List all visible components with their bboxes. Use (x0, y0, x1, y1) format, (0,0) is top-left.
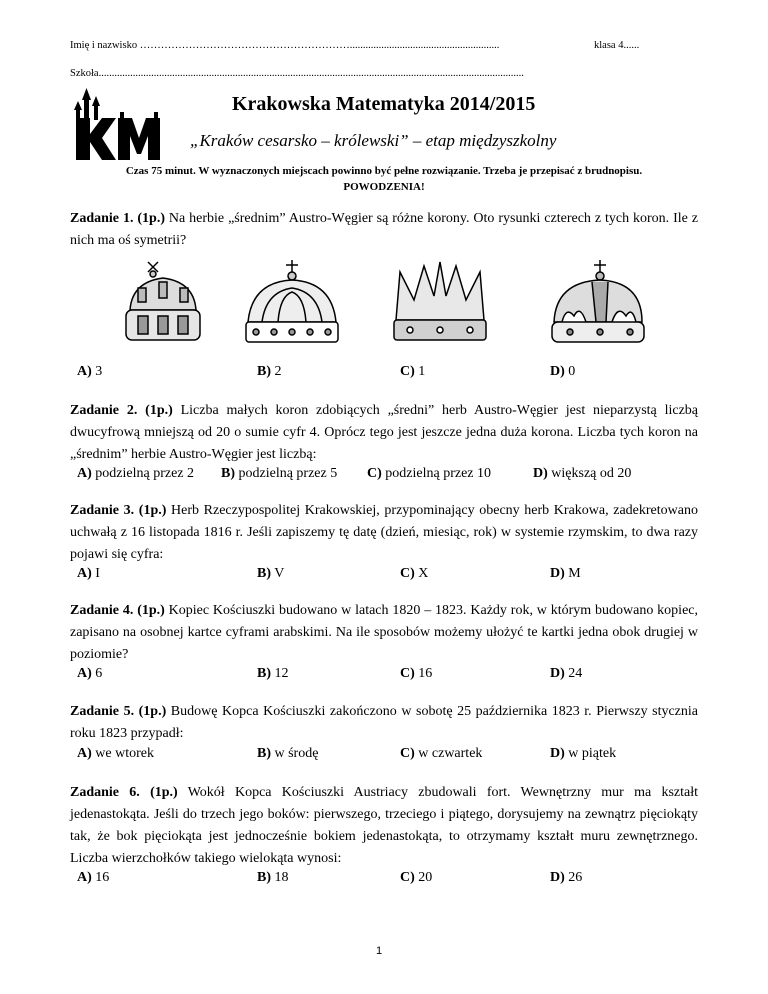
task-6-answers (77, 870, 717, 890)
page-title: Krakowska Matematyka 2014/2015 (232, 93, 536, 115)
answer-text: 16 (91, 870, 110, 885)
page-subtitle: „Kraków cesarsko – królewski” – etap międzyszkolny (190, 131, 557, 150)
task-4-answer-b[interactable] (257, 666, 289, 682)
task-2-label: Zadanie 2. (1p.) (70, 403, 173, 418)
answer-letter: D) (550, 870, 565, 885)
task-2-answer-c[interactable] (367, 466, 491, 482)
task-5-answer-c[interactable] (400, 746, 482, 762)
task-1-answer-a[interactable] (77, 364, 102, 380)
answer-text: 18 (271, 870, 289, 885)
answer-text: w piątek (564, 746, 617, 761)
task-6 (70, 782, 698, 870)
answer-letter: A) (77, 364, 92, 379)
task-5-label: Zadanie 5. (1p.) (70, 704, 167, 719)
task-5-answer-a[interactable] (77, 746, 154, 762)
crown-3-image (390, 260, 490, 355)
task-3-answers (77, 566, 717, 586)
answer-text: 1 (414, 364, 426, 379)
name-line: Imię i nazwisko ……………………………………………………......................................................... (70, 40, 500, 51)
task-1-text: Na herbie „średnim” Austro-Węgier są różne korony. Oto rysunki czterech z tych koron. Ile z nich ma oś symetrii? (70, 211, 698, 248)
answer-letter: C) (400, 870, 415, 885)
task-6-answer-a[interactable] (77, 870, 109, 886)
answer-text: 24 (564, 666, 583, 681)
task-2-answers (77, 466, 717, 486)
task-5-text: Budowę Kopca Kościuszki zakończono w sobotę 25 października 1823 r. Pierwszy stycznia roku 1823 przypadł: (70, 704, 698, 741)
task-4-label: Zadanie 4. (1p.) (70, 603, 165, 618)
answer-text: we wtorek (91, 746, 154, 761)
crown-4-image (546, 260, 646, 355)
answer-letter: D) (533, 466, 548, 481)
answer-text: podzielną przez 5 (235, 466, 338, 481)
answer-text: 16 (414, 666, 433, 681)
answer-text: 2 (271, 364, 282, 379)
task-1-answers (77, 364, 717, 384)
instructions-line-1: Czas 75 minut. W wyznaczonych miejscach powinno być pełne rozwiązanie. Trzeba je przepisać z brudnopisu. (125, 165, 643, 177)
answer-text: 6 (91, 666, 103, 681)
task-3-answer-a[interactable] (77, 566, 100, 582)
task-1-answer-b[interactable] (257, 364, 282, 380)
answer-letter: C) (400, 566, 415, 581)
instructions-line-2: POWODZENIA! (343, 181, 425, 193)
answer-letter: D) (550, 666, 565, 681)
crown-1-image (118, 260, 208, 355)
task-3-answer-d[interactable] (550, 566, 581, 582)
answer-text: 20 (414, 870, 433, 885)
answer-letter: B) (221, 466, 235, 481)
answer-letter: B) (257, 666, 271, 681)
task-4 (70, 600, 698, 666)
task-2-answer-a[interactable] (77, 466, 194, 482)
task-2 (70, 400, 698, 466)
school-line: Szkoła.................................................................................................................................................................. (70, 68, 524, 79)
answer-text: M (564, 566, 581, 581)
task-4-answer-c[interactable] (400, 666, 432, 682)
answer-letter: B) (257, 870, 271, 885)
answer-letter: C) (367, 466, 382, 481)
task-6-answer-d[interactable] (550, 870, 582, 886)
answer-letter: A) (77, 746, 92, 761)
answer-text: 3 (91, 364, 103, 379)
logo (70, 88, 180, 168)
answer-letter: D) (550, 364, 565, 379)
task-4-answer-d[interactable] (550, 666, 582, 682)
answer-text: I (91, 566, 100, 581)
answer-letter: B) (257, 364, 271, 379)
answer-letter: B) (257, 746, 271, 761)
task-6-answer-b[interactable] (257, 870, 289, 886)
task-1-answer-c[interactable] (400, 364, 425, 380)
instructions-note (70, 163, 698, 195)
task-3-answer-b[interactable] (257, 566, 284, 582)
task-3-label: Zadanie 3. (1p.) (70, 503, 167, 518)
answer-letter: A) (77, 466, 92, 481)
task-5 (70, 701, 698, 745)
task-1 (70, 208, 698, 252)
task-4-text: Kopiec Kościuszki budowano w latach 1820 – 1823. Każdy rok, w którym budowano kopiec, zapisano na osobnej kartce cyframi arabskimi. Na ile sposobów możemy ułożyć te kartki jedna obok drugiej w poziomie? (70, 603, 699, 662)
answer-text: większą od 20 (547, 466, 632, 481)
answer-letter: C) (400, 746, 415, 761)
answer-text: podzielną przez 2 (91, 466, 195, 481)
answer-letter: B) (257, 566, 271, 581)
task-6-answer-c[interactable] (400, 870, 432, 886)
task-2-answer-d[interactable] (533, 466, 631, 482)
task-5-answer-d[interactable] (550, 746, 616, 762)
task-6-label: Zadanie 6. (1p.) (70, 785, 178, 800)
answer-letter: A) (77, 870, 92, 885)
page-number: 1 (376, 945, 383, 957)
task-4-answer-a[interactable] (77, 666, 102, 682)
task-3-text: Herb Rzeczypospolitej Krakowskiej, przypominający obecny herb Krakowa, zadekretowano uchwałą z 16 listopada 1816 r. Jeśli zapiszemy tę datę (dzień, miesiąc, rok) w systemie rzymskim, to dwa razy pojawi się cyfra: (70, 503, 698, 562)
answer-text: 0 (564, 364, 576, 379)
task-2-answer-b[interactable] (221, 466, 337, 482)
answer-letter: C) (400, 666, 415, 681)
task-1-answer-d[interactable] (550, 364, 575, 380)
class-label: klasa 4...... (594, 40, 640, 51)
task-4-answers (77, 666, 717, 686)
answer-letter: A) (77, 666, 92, 681)
task-3-answer-c[interactable] (400, 566, 428, 582)
task-5-answer-b[interactable] (257, 746, 318, 762)
crown-2-image (242, 260, 342, 355)
task-3 (70, 500, 698, 566)
answer-text: 26 (564, 870, 583, 885)
answer-text: X (414, 566, 429, 581)
answer-text: V (271, 566, 285, 581)
task-1-label: Zadanie 1. (1p.) (70, 211, 165, 226)
answer-letter: D) (550, 746, 565, 761)
answer-text: 12 (271, 666, 289, 681)
answer-letter: D) (550, 566, 565, 581)
task-6-text: Wokół Kopca Kościuszki Austriacy zbudowali fort. Wewnętrzny mur ma kształt jedenastokąta. Jeśli do trzech jego boków: pierwszego, trzeciego i piątego, dorysujemy na zewnątrz pięciokąty tak, że bok pięciokąta jest jednocześnie bokiem jedenastokąta, to otrzymamy kształt muru zewnętrznego. Liczba wierzchołków takiego wielokąta wynosi: (70, 785, 698, 866)
answer-text: w czwartek (414, 746, 483, 761)
answer-text: podzielną przez 10 (381, 466, 492, 481)
answer-letter: A) (77, 566, 92, 581)
answer-text: w środę (271, 746, 319, 761)
task-5-answers (77, 746, 717, 766)
answer-letter: C) (400, 364, 415, 379)
task-2-text: Liczba małych koron zdobiących „średni” herb Austro-Węgier jest nieparzystą liczbą dwucyfrową mniejszą od 20 o sumie cyfr 4. Oprócz tego jest jeszcze jedna duża korona. Liczba tych koron na „średnim” herbie Austro-Węgier jest liczbą: (70, 403, 699, 462)
